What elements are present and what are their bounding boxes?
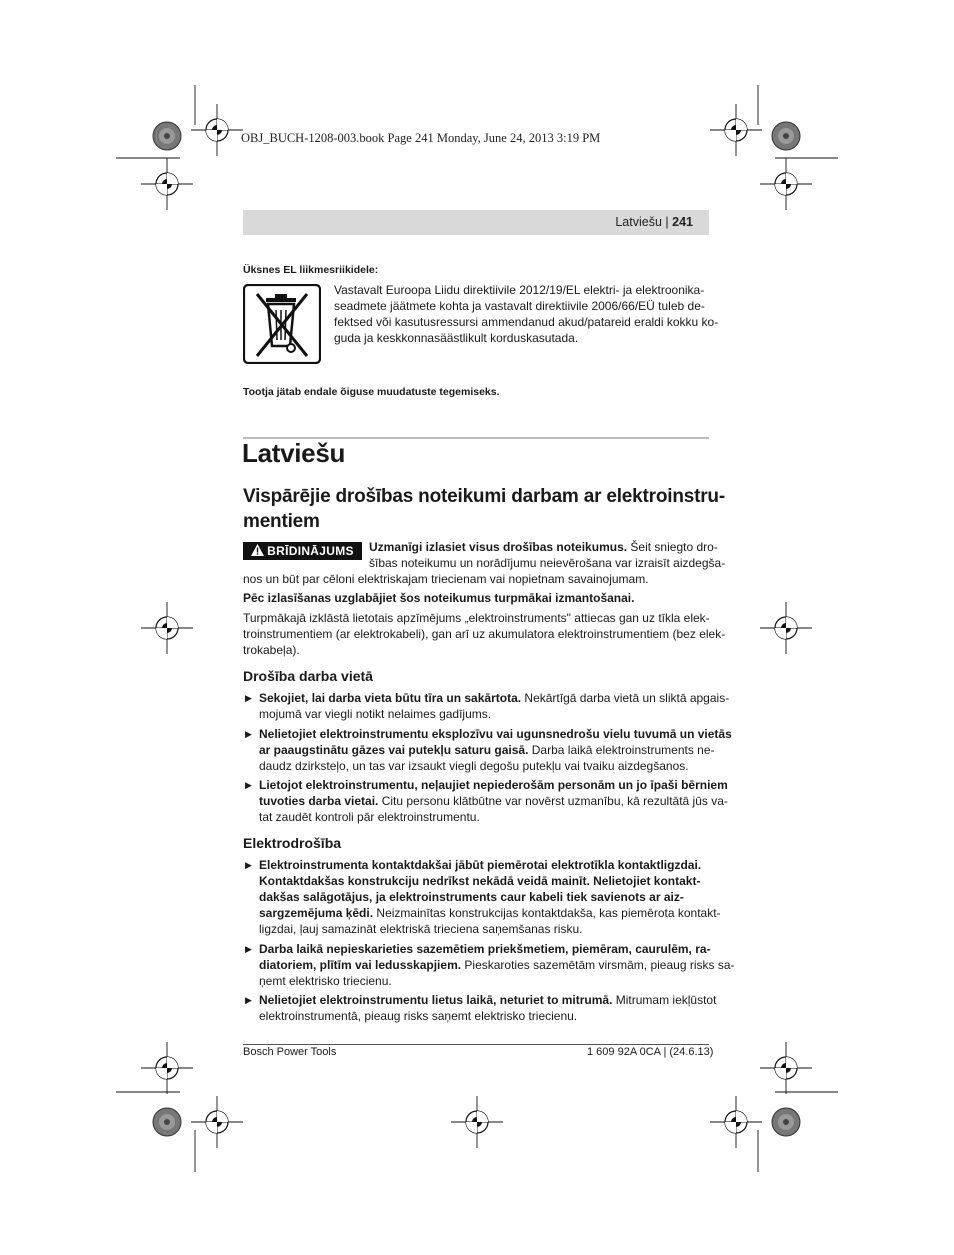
work-item-3-line-3: tat zaudēt kontroli pār elektroinstrumentu.	[259, 810, 480, 824]
warning-triangle-icon	[251, 544, 264, 559]
bullet-icon: ▶	[245, 995, 252, 1005]
eu-text-line-3: fektsed või kasutusressursi ammendanud akud/patareid eraldi kokku ko-	[334, 315, 719, 329]
elec-item-1-line-2: Kontaktdakšas konstrukciju nedrīkst nekādā veidā mainīt. Nelietojiet kontakt-	[259, 874, 701, 888]
section-title: Latviešu	[242, 438, 346, 468]
header-separator: |	[665, 215, 669, 229]
work-item-3-line-1: Lietojot elektroinstrumentu, neļaujiet nepiederošām personām un jo īpaši bērniem	[259, 778, 728, 792]
warning-badge	[243, 542, 362, 560]
eu-text-line-1: Vastavalt Euroopa Liidu direktiivile 2012/19/EL elektri- ja elektroonika-	[334, 283, 705, 297]
bullet-icon: ▶	[245, 780, 252, 790]
warning-line-1: Uzmanīgi izlasiet visus drošības noteikumus. Šeit sniegto dro-	[369, 540, 718, 554]
running-header	[243, 210, 709, 235]
section-subtitle: Vispārējie drošības noteikumi darbam ar elektroinstru- mentiem	[243, 486, 725, 532]
header-language: Latviešu	[615, 215, 662, 229]
elec-item-1-line-4: sargzemējuma ķēdi. Neizmainītas konstrukcijas kontaktdakša, kas piemērota kontakt-	[259, 906, 721, 920]
eu-text-line-2: seadmete jäätmete kohta ja vastavalt direktiivile 2006/66/EÜ tuleb de-	[334, 299, 705, 313]
work-item-1-line-1: Sekojiet, lai darba vieta būtu tīra un sakārtota. Nekārtīgā darba vietā un sliktā apgais-	[259, 691, 730, 705]
bullet-icon: ▶	[245, 729, 252, 739]
work-item-1-line-2: mojumā var viegli notikt nelaimes gadījums.	[259, 707, 492, 721]
elec-item-2-line-2: diatoriem, plītīm vai ledusskapjiem. Pieskaroties sazemētām virsmām, pieaug risks sa-	[259, 958, 735, 972]
warning-badge-label: BRĪDINĀJUMS	[267, 544, 354, 558]
bullet-icon: ▶	[245, 944, 252, 954]
eu-heading: Üksnes EL liikmesriikidele:	[243, 264, 379, 276]
work-item-2-line-2: ar paaugstinātu gāzes vai putekļu saturu gaisā. Darba laikā elektroinstruments ne-	[259, 743, 715, 757]
elec-item-1-line-1: Elektroinstrumenta kontaktdakšai jābūt piemērotai elektrotīkla kontaktligzdai.	[259, 858, 702, 872]
electrical-heading: Elektrodrošība	[243, 835, 342, 851]
elec-item-1-line-3: dakšas salāgotājus, ja elektroinstruments caur kabeli tiek savienots ar aiz-	[259, 890, 684, 904]
warning-line-2: šības noteikumu un norādījumu neievērošana var izraisīt aizdegša-	[369, 556, 726, 570]
work-item-3-line-2: tuvoties darba vietai. Citu personu klātbūtne var novērst uzmanību, kā rezultātā jūs va-	[259, 794, 728, 808]
definition-line-2: troinstrumentiem (ar elektrokabeli), gan arī uz akumulatora elektroinstrumentiem (bez elek-	[243, 627, 726, 641]
elec-item-3-line-2: elektroinstrumentā, pieaug risks saņemt elektrisko triecienu.	[259, 1009, 578, 1023]
footer-doc-number: 1 609 92A 0CA | (24.6.13)	[587, 1046, 714, 1058]
print-info: OBJ_BUCH-1208-003.book Page 241 Monday, June 24, 2013 3:19 PM	[241, 131, 601, 145]
footer-publisher: Bosch Power Tools	[243, 1046, 337, 1058]
work-area-heading: Drošība darba vietā	[243, 668, 373, 684]
bullet-icon: ▶	[245, 693, 252, 703]
work-item-2-line-1: Nelietojiet elektroinstrumentu eksplozīvu vai ugunsnedrošu vielu tuvumā un vietās	[259, 727, 732, 741]
manufacturer-note: Tootja jätab endale õiguse muudatuste tegemiseks.	[243, 386, 500, 398]
elec-item-1-line-5: ligzdai, ļauj samazināt elektriskā trieciena saņemšanas risku.	[259, 922, 583, 936]
keep-instructions-note: Pēc izlasīšanas uzglabājiet šos noteikumus turpmākai izmantošanai.	[243, 591, 635, 605]
page-number: 241	[672, 215, 693, 229]
elec-item-2-line-3: ņemt elektrisko triecienu.	[259, 974, 392, 988]
crossed-out-wheelie-bin-icon	[243, 284, 321, 364]
elec-item-2-line-1: Darba laikā nepieskarieties sazemētiem priekšmetiem, piemēram, caurulēm, ra-	[259, 942, 711, 956]
eu-text-line-4: guda ja keskkonnasäästlikult korduskasutada.	[334, 331, 579, 345]
bullet-icon: ▶	[245, 860, 252, 870]
elec-item-3-line-1: Nelietojiet elektroinstrumentu lietus laikā, neturiet to mitrumā. Mitrumam iekļūstot	[259, 993, 717, 1007]
work-item-2-line-3: daudz dzirksteļo, un tas var izsaukt viegli degošu putekļu vai tvaiku aizdegšanos.	[259, 759, 689, 773]
warning-line-3: nos un būt par cēloni elektriskajam triecienam vai nopietnam savainojumam.	[243, 572, 649, 586]
definition-line-3: trokabeļa).	[243, 643, 300, 657]
footer-rule	[243, 1044, 709, 1045]
definition-line-1: Turpmākajā izklāstā lietotais apzīmējums „elektroinstruments" attiecas gan uz tīkla elek-	[243, 611, 710, 625]
